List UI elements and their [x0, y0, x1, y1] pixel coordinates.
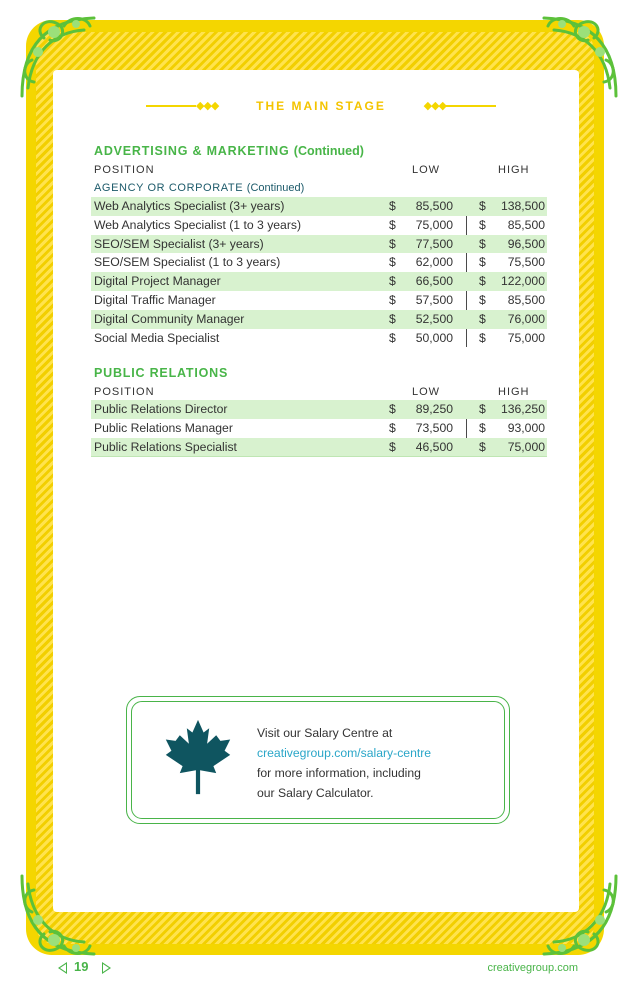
- high-amount: 85,500: [507, 217, 545, 232]
- high-amount: 93,000: [507, 420, 545, 435]
- section-title-public-relations: PUBLIC RELATIONS: [94, 366, 229, 380]
- ornament-corner-icon: [528, 8, 624, 104]
- high-amount: 75,500: [507, 255, 545, 270]
- currency-symbol: $: [389, 439, 396, 454]
- header-rule-right: [446, 105, 496, 107]
- table-row: [91, 253, 547, 272]
- high-amount: 75,000: [507, 330, 545, 345]
- currency-symbol: $: [389, 255, 396, 270]
- position-cell: Public Relations Director: [94, 402, 228, 416]
- position-cell: Digital Community Manager: [94, 311, 245, 326]
- subheading-agency: [94, 182, 304, 194]
- currency-symbol: $: [479, 292, 486, 307]
- ornament-corner-icon: [14, 868, 110, 964]
- currency-symbol: $: [479, 236, 486, 251]
- position-cell: Social Media Specialist: [94, 330, 220, 345]
- currency-symbol: $: [479, 402, 486, 416]
- column-header-position: POSITION: [94, 386, 155, 398]
- high-amount: 85,500: [507, 292, 545, 307]
- low-amount: 85,500: [415, 199, 453, 213]
- diamonds-icon: ◆◆◆: [196, 100, 219, 112]
- salary-centre-link[interactable]: creativegroup.com/salary-centre: [257, 746, 432, 760]
- diamonds-icon: ◆◆◆: [423, 100, 446, 112]
- position-cell: Digital Traffic Manager: [94, 292, 216, 307]
- currency-symbol: $: [389, 217, 396, 232]
- currency-symbol: $: [389, 236, 396, 251]
- table-row: [91, 197, 547, 216]
- callout-line: Visit our Salary Centre at: [257, 726, 393, 740]
- high-amount: 122,000: [500, 274, 545, 289]
- salary-table-advertising: [91, 197, 547, 347]
- column-header-row: [94, 164, 546, 180]
- currency-symbol: $: [389, 199, 396, 213]
- table-bottom-rule: [91, 456, 547, 457]
- position-cell: Public Relations Specialist: [94, 439, 237, 454]
- maple-leaf-icon: [163, 717, 233, 797]
- table-row: [91, 310, 547, 329]
- low-amount: 62,000: [415, 255, 453, 270]
- previous-page-icon[interactable]: [58, 962, 67, 974]
- currency-symbol: $: [389, 330, 396, 345]
- currency-symbol: $: [479, 255, 486, 270]
- stage-header: [146, 96, 496, 116]
- section-title-suffix: (Continued): [293, 144, 364, 158]
- table-row: [91, 235, 547, 254]
- table-row: [91, 400, 547, 419]
- currency-symbol: $: [389, 292, 396, 307]
- position-cell: Public Relations Manager: [94, 420, 233, 435]
- low-amount: 57,500: [415, 292, 453, 307]
- currency-symbol: $: [479, 420, 486, 435]
- currency-symbol: $: [479, 217, 486, 232]
- table-row: [91, 419, 547, 438]
- position-cell: Web Analytics Specialist (3+ years): [94, 199, 285, 213]
- currency-symbol: $: [479, 199, 486, 213]
- currency-symbol: $: [389, 420, 396, 435]
- position-cell: SEO/SEM Specialist (1 to 3 years): [94, 255, 281, 270]
- currency-symbol: $: [389, 402, 396, 416]
- column-header-low: LOW: [412, 164, 441, 176]
- low-amount: 77,500: [415, 236, 453, 251]
- table-row: [91, 272, 547, 291]
- ornament-corner-icon: [528, 868, 624, 964]
- low-amount: 50,000: [415, 330, 453, 345]
- low-amount: 75,000: [415, 217, 453, 232]
- low-amount: 66,500: [415, 274, 453, 289]
- high-amount: 136,250: [500, 402, 545, 416]
- callout-line: for more information, including: [257, 766, 421, 780]
- currency-symbol: $: [389, 274, 396, 289]
- currency-symbol: $: [479, 311, 486, 326]
- salary-centre-callout: [126, 696, 510, 824]
- column-header-low: LOW: [412, 386, 441, 398]
- table-row: [91, 438, 547, 457]
- high-amount: 76,000: [507, 311, 545, 326]
- low-amount: 52,500: [415, 311, 453, 326]
- column-header-high: HIGH: [498, 386, 530, 398]
- table-row: [91, 329, 547, 348]
- currency-symbol: $: [389, 311, 396, 326]
- position-cell: Web Analytics Specialist (1 to 3 years): [94, 217, 302, 232]
- page-number: 19: [74, 959, 89, 974]
- ornament-corner-icon: [14, 8, 110, 104]
- table-row: [91, 291, 547, 310]
- callout-text: [257, 723, 431, 803]
- currency-symbol: $: [479, 274, 486, 289]
- salary-table-public-relations: [91, 400, 547, 456]
- column-header-position: POSITION: [94, 164, 155, 176]
- column-header-high: HIGH: [498, 164, 530, 176]
- currency-symbol: $: [479, 330, 486, 345]
- low-amount: 46,500: [415, 439, 453, 454]
- high-amount: 75,000: [507, 439, 545, 454]
- subheading-text: AGENCY OR CORPORATE: [94, 182, 244, 194]
- currency-symbol: $: [479, 439, 486, 454]
- next-page-icon[interactable]: [102, 962, 111, 974]
- position-cell: SEO/SEM Specialist (3+ years): [94, 236, 264, 251]
- table-row: [91, 216, 547, 235]
- low-amount: 89,250: [415, 402, 453, 416]
- low-amount: 73,500: [415, 420, 453, 435]
- position-cell: Digital Project Manager: [94, 274, 221, 289]
- callout-line: our Salary Calculator.: [257, 786, 374, 800]
- section-title-text: ADVERTISING & MARKETING: [94, 144, 290, 158]
- page-title: THE MAIN STAGE: [256, 99, 386, 113]
- subheading-suffix: (Continued): [246, 182, 305, 194]
- high-amount: 96,500: [507, 236, 545, 251]
- website-link[interactable]: creativegroup.com: [487, 962, 578, 974]
- high-amount: 138,500: [500, 199, 545, 213]
- section-title-advertising: [94, 144, 364, 158]
